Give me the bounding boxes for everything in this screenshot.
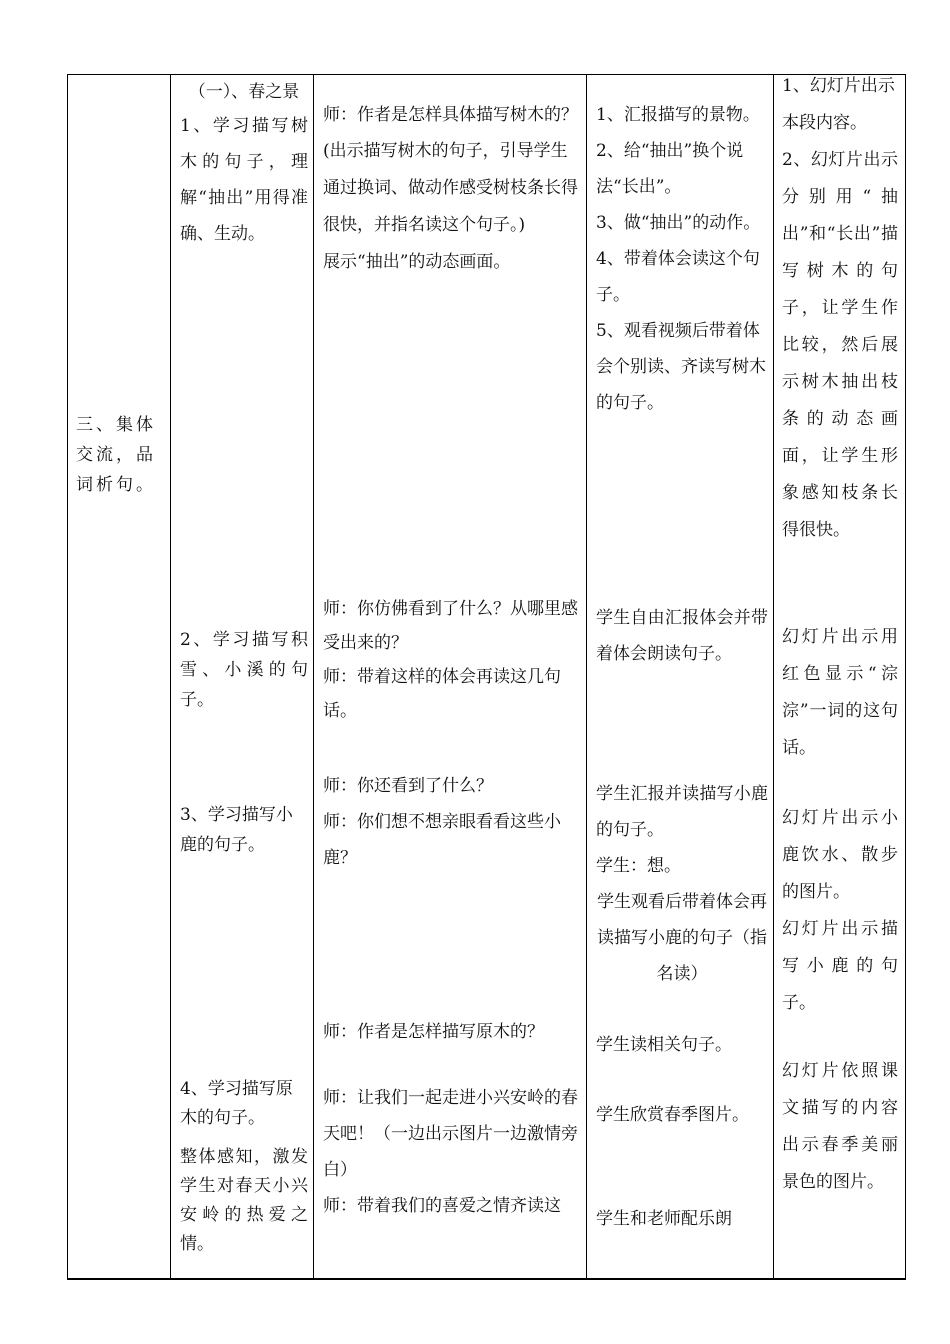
student-text: 2、给“抽出”换个说法“长出”。 <box>596 141 744 197</box>
teacher-text: 师：带着我们的喜爱之情齐读这 <box>323 1196 561 1216</box>
goal-text: 整体感知，激发学生对春天小兴安岭的热爱之情。 <box>180 1147 308 1254</box>
student-text: 5、观看视频后带着体会个别读、齐读写树木的句子。 <box>596 321 766 413</box>
section-3-media <box>782 800 898 1022</box>
section-3-student <box>596 776 768 992</box>
table-divider-1 <box>170 74 171 1280</box>
student-text: 学生读相关句子。 <box>596 1035 732 1055</box>
section-2-teacher <box>323 592 579 728</box>
media-text: 幻灯片出示小鹿饮水、散步的图片。 <box>782 808 898 902</box>
section-4-goal <box>180 1075 308 1259</box>
table-border-bottom <box>67 1278 906 1280</box>
section-4-student <box>596 1027 768 1237</box>
section-4-teacher <box>323 1014 579 1224</box>
table-border-right <box>905 74 906 1280</box>
section-1-goal <box>180 76 308 252</box>
table-divider-2 <box>313 74 314 1280</box>
section-2-student <box>596 600 768 672</box>
teacher-text: (出示描写树木的句子，引导学生通过换词、做动作感受树枝条长得很快，并指名读这个句子。) <box>323 141 578 235</box>
teacher-text: 师：你仿佛看到了什么？从哪里感受出来的？ <box>323 599 578 653</box>
table-border-top <box>67 74 906 75</box>
goal-text: 3、学习描写小鹿的句子。 <box>180 805 293 855</box>
section-1-teacher <box>323 97 579 280</box>
teacher-text: 展示“抽出”的动态画面。 <box>323 252 511 272</box>
table-border-left <box>67 74 68 1280</box>
table-divider-3 <box>586 74 587 1280</box>
goal-text: 2、学习描写积雪、小溪的句子。 <box>180 630 308 710</box>
table-divider-4 <box>773 74 774 1280</box>
section-heading: （一）、春之景 <box>188 82 300 102</box>
student-text: 学生自由汇报体会并带着体会朗读句子。 <box>596 608 768 664</box>
section-2-media <box>782 619 898 767</box>
media-text: 1、幻灯片出示本段内容。 <box>782 76 895 133</box>
media-text: 幻灯片出示描写小鹿的句子。 <box>782 919 898 1013</box>
student-text: 学生汇报并读描写小鹿的句子。 <box>596 784 768 840</box>
goal-text: 4、学习描写原木的句子。 <box>180 1079 293 1128</box>
section-1-student <box>596 97 768 421</box>
teacher-text: 师：作者是怎样具体描写树木的？ <box>323 105 578 125</box>
teacher-text: 师：你们想不想亲眼看看这些小鹿？ <box>323 812 561 868</box>
teacher-text: 师：带着这样的体会再读这几句话。 <box>323 667 561 721</box>
student-text: 3、做“抽出”的动作。 <box>596 213 761 233</box>
section-3-teacher <box>323 768 579 876</box>
teacher-text: 师：你还看到了什么？ <box>323 776 493 796</box>
student-text: 学生和老师配乐朗 <box>596 1209 732 1229</box>
teacher-text: 师：作者是怎样描写原木的？ <box>323 1022 544 1042</box>
goal-text: 1、学习描写树木的句子，理解“抽出”用得准确、生动。 <box>180 116 308 244</box>
student-text: 学生：想。 <box>596 856 681 876</box>
stage-label: 三、集体交流，品词析句。 <box>76 415 156 495</box>
section-3-goal <box>180 800 308 860</box>
media-text: 幻灯片出示用红色显示“淙淙”一词的这句话。 <box>782 627 898 758</box>
section-4-media <box>782 1053 898 1201</box>
section-1-media <box>782 68 898 549</box>
teacher-text: 师：让我们一起走进小兴安岭的春天吧！（一边出示图片一边激情旁白） <box>323 1088 578 1180</box>
media-text: 2、幻灯片出示分别用“抽出”和“长出”描写树木的句子，让学生作比较，然后展示树木抽出枝条的动态画面，让学生形象感知枝条长得很快。 <box>782 150 898 540</box>
media-text: 幻灯片依照课文描写的内容出示春季美丽景色的图片。 <box>782 1061 898 1192</box>
student-text: 1、汇报描写的景物。 <box>596 105 760 125</box>
student-text: 学生观看后带着体会再读描写小鹿的句子（指名读） <box>597 892 767 984</box>
section-2-goal <box>180 625 308 715</box>
student-text: 4、带着体会读这个句子。 <box>596 249 760 305</box>
student-text: 学生欣赏春季图片。 <box>596 1105 749 1125</box>
